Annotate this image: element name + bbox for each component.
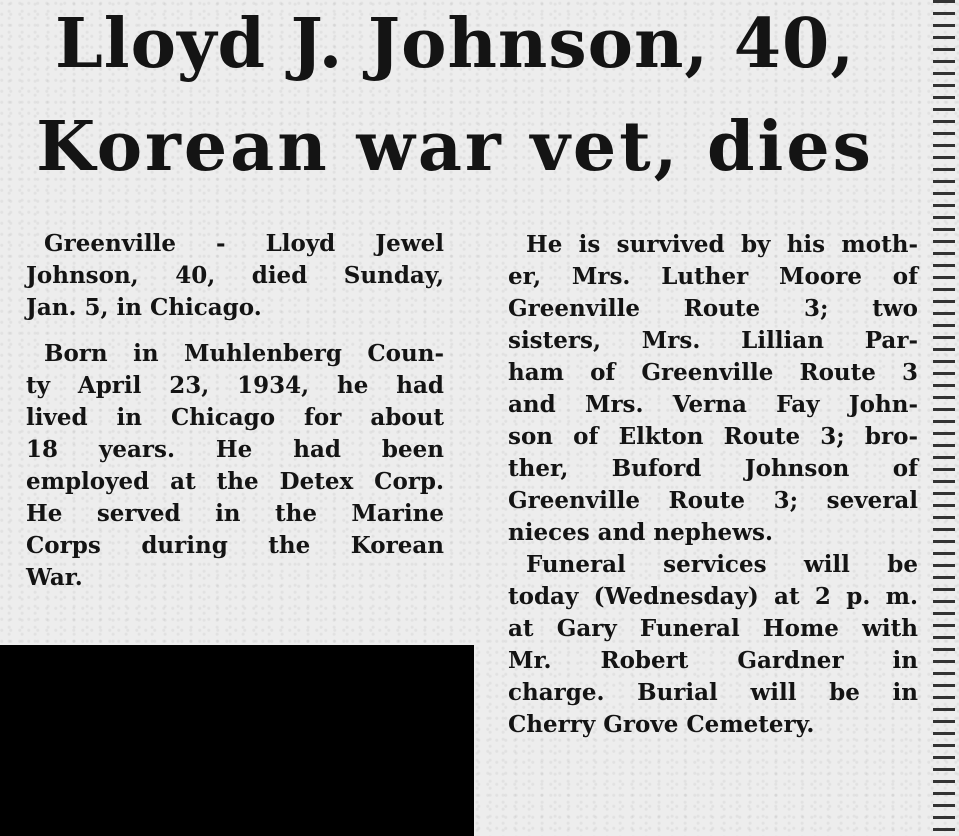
text-line: Mr. Robert Gardner in xyxy=(508,647,918,674)
text-line: sisters, Mrs. Lillian Par- xyxy=(508,327,918,354)
text-line: He served in the Marine xyxy=(26,500,444,527)
text-line: Cherry Grove Cemetery. xyxy=(508,711,815,738)
text-line: War. xyxy=(26,564,83,591)
text-line: er, Mrs. Luther Moore of xyxy=(508,263,918,290)
text-line: 18 years. He had been xyxy=(26,436,444,463)
headline-line-1: Lloyd J. Johnson, 40, xyxy=(54,4,856,84)
text-line: Greenville Route 3; several xyxy=(508,487,918,514)
text-line: Johnson, 40, died Sunday, xyxy=(26,262,444,289)
text-line: ty April 23, 1934, he had xyxy=(26,372,444,399)
text-line: today (Wednesday) at 2 p. m. xyxy=(508,583,918,610)
text-line: Born in Muhlenberg Coun- xyxy=(44,340,444,367)
right-column xyxy=(508,229,918,741)
text-line: lived in Chicago for about xyxy=(26,404,444,431)
text-line: Greenville - Lloyd Jewel xyxy=(44,230,444,257)
text-line: nieces and nephews. xyxy=(508,519,773,546)
text-line: Greenville Route 3; two xyxy=(508,295,918,322)
paragraph-biography xyxy=(26,338,444,594)
redaction-block xyxy=(0,645,474,836)
text-line: Funeral services will be xyxy=(526,551,918,578)
paragraph-funeral xyxy=(508,549,918,741)
headline-line-2: Korean war vet, dies xyxy=(36,107,874,187)
paragraph-survivors xyxy=(508,229,918,549)
text-line: ham of Greenville Route 3 xyxy=(508,359,918,386)
clipping-edge-strip xyxy=(925,0,959,836)
text-line: charge. Burial will be in xyxy=(508,679,918,706)
text-line: son of Elkton Route 3; bro- xyxy=(508,423,918,450)
text-line: He is survived by his moth- xyxy=(526,231,918,258)
left-column xyxy=(26,228,444,594)
text-line: Corps during the Korean xyxy=(26,532,444,559)
text-line: employed at the Detex Corp. xyxy=(26,468,444,495)
paragraph-dateline xyxy=(26,228,444,324)
text-line: ther, Buford Johnson of xyxy=(508,455,918,482)
text-line: Jan. 5, in Chicago. xyxy=(26,294,262,321)
text-line: at Gary Funeral Home with xyxy=(508,615,918,642)
text-line: and Mrs. Verna Fay John- xyxy=(508,391,918,418)
